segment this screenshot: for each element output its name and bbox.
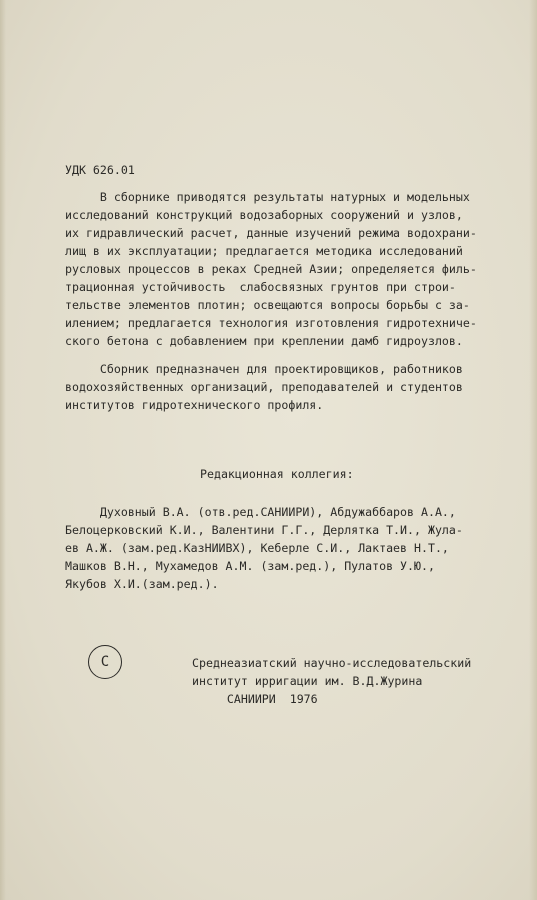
page-edge-left (0, 0, 6, 900)
abstract-line: их гидравлический расчет, данные изучений режима водохрани- (65, 226, 477, 240)
udk-code: УДК 626.01 (65, 163, 135, 177)
abstract-line: ского бетона с добавлением при креплении дамб гидроузлов. (65, 334, 463, 348)
abstract-line: В сборнике приводятся результаты натурных и модельных (65, 190, 470, 204)
copyright-circle-icon (88, 645, 122, 679)
board-line: Машков В.Н., Мухамедов А.М. (зам.ред.), Пулатов У.Ю., (65, 559, 435, 573)
publisher-line: Среднеазиатский научно-исследовательский (192, 656, 472, 670)
abstract-line: лищ в их эксплуатации; предлагается методика исследований (65, 244, 463, 258)
audience-line: Сборник предназначен для проектировщиков, работников (65, 362, 463, 376)
abstract-line: тельстве элементов плотин; освещаются вопросы борьбы с за- (65, 298, 470, 312)
board-line: Якубов Х.И.(зам.ред.). (65, 577, 219, 591)
publisher-line: институт ирригации им. В.Д.Журина (192, 674, 423, 688)
audience-line: водохозяйственных организаций, преподавателей и студентов (65, 380, 463, 394)
board-line: Духовный В.А. (отв.ред.САНИИРИ), Абдужаббаров А.А., (65, 505, 456, 519)
abstract-line: илением; предлагается технология изготовления гидротехниче- (65, 316, 477, 330)
publisher-line: САНИИРИ 1976 (192, 692, 318, 706)
abstract-line: трационная устойчивость слабосвязных грунтов при строи- (65, 280, 456, 294)
page-edge-right (529, 0, 537, 900)
editorial-board-heading: Редакционная коллегия: (200, 467, 354, 481)
abstract-line: русловых процессов в реках Средней Азии; определяется филь- (65, 262, 477, 276)
abstract-line: исследований конструкций водозаборных сооружений и узлов, (65, 208, 463, 222)
board-line: Белоцерковский К.И., Валентини Г.Г., Дерлятка Т.И., Жула- (65, 523, 463, 537)
audience-line: институтов гидротехнического профиля. (65, 398, 324, 412)
board-line: ев А.Ж. (зам.ред.КазНИИВХ), Кеберле С.И., Лактаев Н.Т., (65, 541, 449, 555)
copyright-letter: С (100, 654, 110, 670)
